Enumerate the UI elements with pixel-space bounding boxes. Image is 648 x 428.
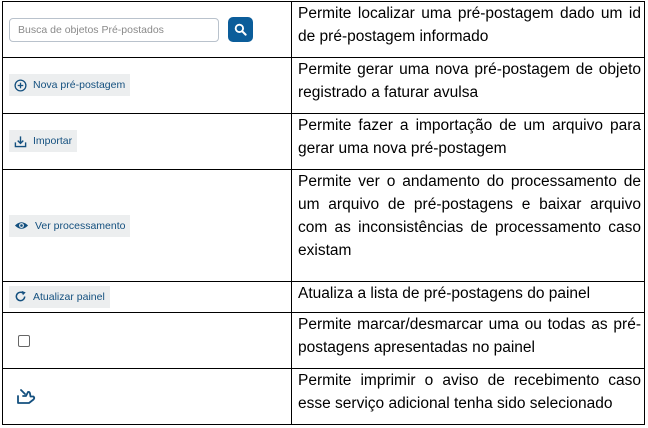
- description-cell: Permite imprimir o aviso de recebimento caso esse serviço adicional tenha sido selecionado: [292, 369, 645, 425]
- ui-cell: [3, 170, 292, 282]
- table-row: [3, 58, 645, 114]
- description-cell: Permite marcar/desmarcar uma ou todas as pré-postagens apresentadas no painel: [292, 313, 645, 369]
- description-cell: Permite localizar uma pré-postagem dado um id de pré-postagem informado: [292, 2, 645, 58]
- ui-cell: [3, 313, 292, 369]
- plus-circle-icon: [14, 79, 27, 92]
- description-cell: Permite gerar uma nova pré-postagem de objeto registrado a faturar avulsa: [292, 58, 645, 114]
- table-row: [3, 2, 645, 58]
- refresh-panel-button[interactable]: [9, 286, 110, 308]
- new-prepost-label: Nova pré-postagem: [33, 79, 126, 92]
- new-prepost-button[interactable]: [9, 74, 130, 96]
- table-row: [3, 313, 645, 369]
- print-receipt-icon[interactable]: [16, 388, 36, 405]
- search-button[interactable]: [228, 17, 253, 42]
- refresh-icon: [14, 290, 27, 303]
- description-cell: Atualiza a lista de pré-postagens do painel: [292, 282, 645, 313]
- eye-icon: [14, 220, 29, 231]
- table-row: [3, 282, 645, 313]
- view-processing-label: Ver processamento: [35, 219, 126, 232]
- description-cell: Permite fazer a importação de um arquivo para gerar uma nova pré-postagem: [292, 114, 645, 170]
- view-processing-button[interactable]: [9, 215, 130, 237]
- search-input[interactable]: [9, 18, 219, 42]
- feature-table: [2, 1, 645, 425]
- import-label: Importar: [33, 135, 73, 148]
- table-row: [3, 170, 645, 282]
- select-all-checkbox[interactable]: [18, 335, 30, 347]
- ui-cell: [3, 114, 292, 170]
- ui-cell: [3, 282, 292, 313]
- download-icon: [14, 135, 27, 148]
- search-bar: [9, 17, 291, 42]
- search-icon: [234, 23, 247, 36]
- refresh-panel-label: Atualizar painel: [33, 290, 105, 303]
- description-cell: Permite ver o andamento do processamento de um arquivo de pré-postagens e baixar arquivo com as inconsistências de processamento caso existam: [292, 170, 645, 282]
- table-row: [3, 114, 645, 170]
- table-row: [3, 369, 645, 425]
- ui-cell: [3, 2, 292, 58]
- import-button[interactable]: [9, 130, 77, 152]
- ui-cell: [3, 58, 292, 114]
- ui-cell: [3, 369, 292, 425]
